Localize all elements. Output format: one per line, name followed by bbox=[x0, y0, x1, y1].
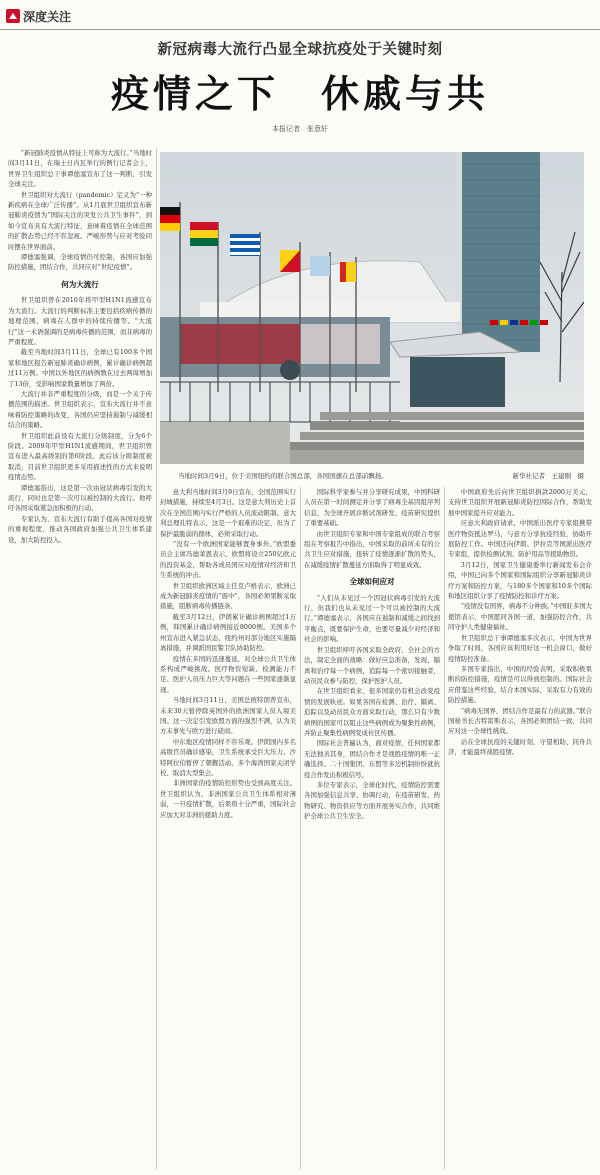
top-rule bbox=[0, 29, 600, 30]
text-column-3 bbox=[304, 487, 440, 1170]
paragraph: 中东地区疫情同样不容乐观。伊朗国内多名高级官员确诊感染，卫生系统承受巨大压力。沙特阿拉伯暂停了朝觐活动，多个海湾国家关闭学校、取消大型集会。 bbox=[160, 737, 296, 777]
paragraph: 在世卫组织看来，很多国家仍有机会改变疫情的发展轨迹。如果各国在检测、治疗、隔离、追踪以及动员民众方面采取行动，那么只有少数病例的国家可以阻止这些病例成为聚集性病例，并防止聚集性病例变成社区传播。 bbox=[304, 687, 440, 737]
text-column-1 bbox=[8, 148, 152, 1170]
paragraph: 世卫组织欧洲区域主任克卢格表示，欧洲已成为新冠肺炎疫情的“震中”，各国必须果断采取措施，阻断病毒传播链条。 bbox=[160, 581, 296, 611]
paragraph: 国际社会普遍认为，面对疫情，任何国家都无法独善其身，团结合作才是战胜疫情的唯一正确选择。二十国集团、东盟等多边机制纷纷就抗疫合作发出积极信号。 bbox=[304, 739, 440, 779]
section-label: 深度关注 bbox=[23, 9, 72, 24]
paragraph: 由世卫组织专家和中国专家组成的联合考察组在考察报告中指出，中国采取的前所未有的公共卫生应对措施，扭转了疫情逐渐扩散的势头，在减缓疫情扩散蔓延方面取得了明显成效。 bbox=[304, 529, 440, 569]
paragraph: 谭德塞强调，全球疫情仍可控制，各国应加强防控措施，团结合作，共同应对“世纪疫情”。 bbox=[8, 253, 152, 272]
paragraph: 截至3月12日，伊朗累计确诊病例超过1万例，韩国累计确诊病例接近8000例。美国多个州宣布进入紧急状态，纽约州对部分地区实施隔离措施，并调派国民警卫队协助防控。 bbox=[160, 612, 296, 653]
paragraph: “新冠肺炎疫情从特征上可称为大流行。”当地时间3月11日，在瑞士日内瓦举行的例行记者会上，世界卫生组织总干事谭德塞宣布了这一判断，引发全球关注。 bbox=[8, 149, 152, 189]
paragraph: 世卫组织此前设有大流行分级制度，分为6个阶段。2009年甲型H1N1流感期间，世卫组织曾宣布进入最高级别的第6阶段。此后该分级制度被取消，目前世卫组织更多采用描述性的方式来说明疫情态势。 bbox=[8, 431, 152, 482]
article-title: 疫情之下 休戚与共 bbox=[110, 72, 489, 116]
paragraph: 谭德塞指出，这是第一次由冠状病毒引发的大流行，同时也是第一次可以被控制的大流行。他呼吁各国采取紧急而积极的行动。 bbox=[8, 483, 152, 513]
paragraph: “人们从未见过一个因冠状病毒引发的大流行，但我们也从未见过一个可以被控制的大流行。”谭德塞表示，各国应在遏制和减缓之间找到平衡点，既要保护生命，也要尽量减少对经济和社会的影响。 bbox=[304, 593, 440, 644]
paragraph: “没有一个欧洲国家能够置身事外。”欧盟委员会主席冯德莱恩表示，欧盟将设立250亿欧元的投资基金，帮助各成员国应对疫情对经济和卫生系统的冲击。 bbox=[160, 540, 296, 580]
paragraph: 国际科学家参与并分享研究成果，中国科研人员在第一时间测定并分享了病毒全基因组序列信息，为全球开展诊断试剂研发、疫苗研究提供了重要基础。 bbox=[304, 488, 440, 528]
paragraph: 世卫组织总干事谭德塞多次表示，中国为世界争取了时间，各国应该利用好这一机会窗口，做好疫情防控准备。 bbox=[448, 633, 592, 663]
paragraph: 截至当地时间3月11日，全球已有100多个国家和地区报告新冠肺炎确诊病例，累计确诊病例超过11万例。中国以外地区的病例数在过去两周增加了13倍，受影响国家数量增加了两倍。 bbox=[8, 348, 152, 388]
photo-caption bbox=[178, 471, 584, 480]
paragraph: 专家认为，宣布大流行有助于提高各国对疫情的重视程度，推动各国政府加强公共卫生体系建设，加大防控投入。 bbox=[8, 514, 152, 544]
column-divider bbox=[156, 148, 157, 1170]
article-subtitle: 新冠病毒大流行凸显全球抗疫处于关键时刻 bbox=[157, 42, 443, 58]
article-byline: 本报记者 张意轩 bbox=[272, 125, 328, 133]
section-heading: 何为大流行 bbox=[61, 279, 99, 289]
photo-credit: 新华社记者 王建刚 摄 bbox=[512, 472, 584, 480]
paragraph: 意大利当地时间3月9日宣布，全国范围实行封城措施，持续至4月3日。这是意大利历史上首次在全国范围内实行严格的人员流动限制。意大利总理孔特表示，这是一个艰难的决定，但为了保护最脆弱的群体，必须采取行动。 bbox=[160, 488, 296, 538]
paragraph: 3月12日，国家卫生健康委举行新闻发布会介绍，中国已向多个国家和国际组织分享新冠肺炎诊疗方案和防控方案，与180多个国家和10多个国际和地区组织分享了疫情防控和诊疗方案。 bbox=[448, 560, 592, 601]
column-divider bbox=[444, 487, 445, 1170]
section-tag bbox=[6, 7, 71, 25]
paragraph: 中国政府先后向世卫组织捐款2000万美元，支持世卫组织开展新冠肺炎防控国际合作，帮助发展中国家提升应对能力。 bbox=[448, 488, 592, 517]
paragraph: 多位专家表示，全球化时代，疫情防控需要各国加强信息共享、协调行动，在疫苗研发、药物研究、物资供应等方面开展务实合作，共同维护全球公共卫生安全。 bbox=[304, 780, 440, 821]
paragraph: 疫情在多国的迅速蔓延，对全球公共卫生体系构成严峻挑战。医疗物资短缺、检测能力不足、医护人员压力巨大等问题在一些国家逐渐显现。 bbox=[160, 654, 296, 694]
paragraph: 多国专家指出，中国的经验表明，采取积极果断的防控措施，疫情是可以得到控制的。国际社会应借鉴这些经验，结合本国实际，采取有力有效的防控措施。 bbox=[448, 664, 592, 705]
section-logo-icon bbox=[6, 9, 20, 23]
paragraph: 世卫组织对大流行（pandemic）定义为“一种新疾病在全球广泛传播”。从1月底世卫组织宣布新冠肺炎疫情为“国际关注的突发公共卫生事件”，到如今宣布具有大流行特征，意味着疫情在全球范围的扩散态势已经不容忽视。严峻形势与应对考验同时摆在世界面前。 bbox=[8, 190, 152, 251]
paragraph: “疫情没有国界，病毒不分种族。”中国驻多国大使馆表示，中国愿同各国一道，加强防控合作，共同守护人类健康福祉。 bbox=[448, 602, 592, 632]
text-column-2 bbox=[160, 487, 296, 1170]
paragraph: 大流行并非严重程度的分级，而是一个关于传播范围的描述。世卫组织表示，宣布大流行并不意味着防控策略的改变，各国仍应坚持遏制与减缓相结合的策略。 bbox=[8, 389, 152, 430]
paragraph: 世卫组织呼吁各国采取全政府、全社会的方法，制定全面的战略：做好应急准备，发现、隔离和治疗每一个病例，追踪每一个密切接触者，动员民众参与防控，保护医护人员。 bbox=[304, 645, 440, 685]
news-photo bbox=[160, 152, 584, 464]
paragraph: 当地时间3月11日，美国总统特朗普宣布，未来30天暂停除英国外的欧洲国家人员入境美国。这一决定引发欧盟方面的强烈不满，认为美方未事先与欧方进行磋商。 bbox=[160, 696, 296, 736]
paragraph: 站在全球抗疫的关键时刻，守望相助、同舟共济，才能最终战胜疫情。 bbox=[448, 737, 592, 757]
paragraph: 世卫组织曾在2010年将甲型H1N1流感宣布为大流行。大流行的判断标准主要包括疾病传播的地理范围、病毒在人群中的持续传播等。“大流行”这一术语强调的是病毒传播的范围，而非病毒的严重程度。 bbox=[8, 296, 152, 346]
caption-text: 当地时间3月9日，位于美国纽约的联合国总部，各国国旗在总部前飘扬。 bbox=[178, 472, 388, 480]
column-divider bbox=[300, 487, 301, 1170]
paragraph: 非洲国家的疫情防控形势也受到高度关注。世卫组织认为，非洲国家公共卫生体系相对薄弱，一旦疫情扩散，后果将十分严重，国际社会应加大对非洲的援助力度。 bbox=[160, 779, 296, 819]
text-column-4 bbox=[448, 487, 592, 1170]
paragraph: 应意大利政府请求，中国派出医疗专家组携带医疗物资抵达罗马，与意方分享抗疫经验，协助开展防控工作。中国还向伊朗、伊拉克等国派出医疗专家组，提供检测试剂、防护用品等援助物资。 bbox=[448, 519, 592, 559]
paragraph: “病毒无国界，团结合作是最有力的武器。”联合国秘书长古特雷斯表示，各国必须团结一致，共同应对这一全球性挑战。 bbox=[448, 706, 592, 736]
section-heading: 全球如何应对 bbox=[349, 577, 395, 587]
